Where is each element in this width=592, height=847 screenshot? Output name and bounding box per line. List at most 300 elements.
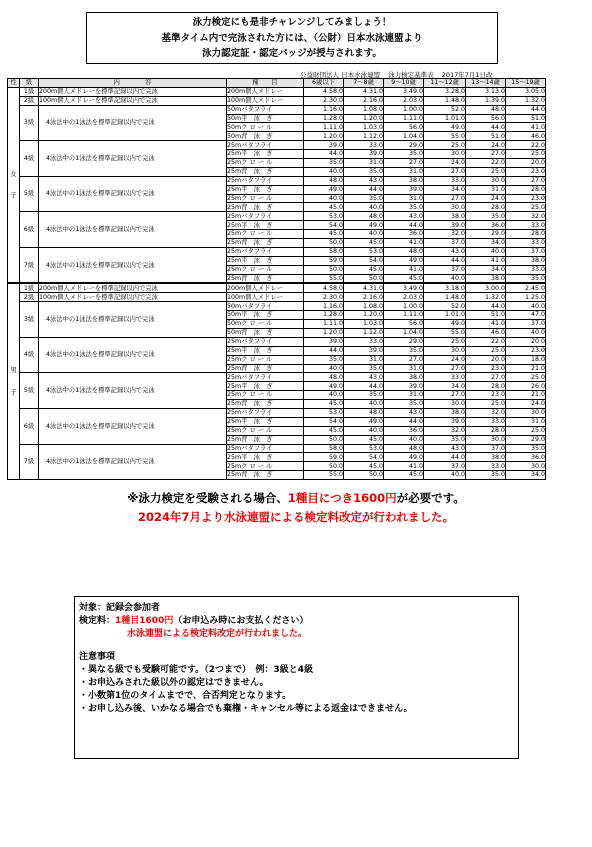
standard-time: 36.0 [384,426,424,435]
standard-time: 44.0 [506,105,546,114]
grade-label: 5級 [20,373,39,409]
standard-time: 38.0 [466,274,506,283]
standard-time: 25.0 [466,167,506,176]
standard-time: 38.0 [384,176,424,185]
grade-description: 200m個人メドレーを標準記録以内で完泳 [39,283,227,292]
standard-time: 44.0 [424,453,466,462]
grade-description: 4泳法中の1泳法を標準記録以内で完泳 [39,302,227,338]
standard-time: 37.0 [424,462,466,471]
standard-time: 44.0 [424,256,466,265]
standard-time-table [7,78,546,480]
standard-time: 4.31.0 [344,283,384,292]
standard-time: 2.16.0 [344,293,384,302]
header-line-1: 泳力検定にも是非チャレンジしてみましょう！ [192,17,392,28]
fee-notice-amount: 1種目につき1600円 [287,491,397,505]
table-header-row [8,79,546,88]
standard-time: 44.0 [384,417,424,426]
standard-time: 55.0 [304,274,344,283]
standard-time: 32.0 [466,408,506,417]
fee-revision-line: 水泳連盟による検定料改定が行われました。 [127,629,308,639]
standard-time: 31.0 [384,167,424,176]
standard-time: 23.0 [506,194,546,203]
grade-label: 3級 [20,105,39,141]
event-name: 25mバタフライ [227,444,304,453]
standard-time: 50.0 [304,239,344,248]
column-header: 種 目 [227,79,304,88]
standard-time: 24.0 [424,355,466,364]
standard-time: 44.0 [384,221,424,230]
organization-name: 公益財団法人 日本水泳連盟 [300,71,381,79]
standard-time: 1.11.0 [384,311,424,320]
standard-time: 28.0 [466,203,506,212]
standard-time: 2.30.0 [304,293,344,302]
standard-time: 51.0 [506,114,546,123]
standard-time: 45.0 [384,471,424,480]
standard-time: 1.08.0 [344,105,384,114]
event-name: 25mバタフライ [227,176,304,185]
table-row [8,212,546,221]
standard-time: 1.32.0 [506,96,546,105]
standard-time: 39.0 [304,141,344,150]
standard-time: 1.00.0 [384,105,424,114]
standard-time: 38.0 [384,373,424,382]
standard-time: 40.0 [424,274,466,283]
standard-time: 27.0 [424,364,466,373]
standard-time: 36.0 [466,221,506,230]
standard-time: 25.0 [466,346,506,355]
standard-time: 1.00.0 [384,302,424,311]
standard-time: 24.0 [424,159,466,168]
standard-time: 24.0 [466,141,506,150]
standard-time: 27.0 [466,373,506,382]
standard-time: 48.0 [466,105,506,114]
event-name: 25mバタフライ [227,212,304,221]
standard-time: 56.0 [384,320,424,329]
standard-time: 30.0 [506,462,546,471]
standard-time: 25.0 [506,150,546,159]
standard-time: 53.0 [304,212,344,221]
standard-time: 33.0 [506,239,546,248]
standard-time: 59.0 [304,256,344,265]
standard-time: 21.0 [506,364,546,373]
column-header: 13～14歳 [466,79,506,88]
standard-time: 1.12.0 [344,328,384,337]
table-row [8,87,546,96]
grade-label: 7級 [20,247,39,283]
grade-label: 6級 [20,212,39,248]
grade-label: 6級 [20,408,39,444]
standard-time: 30.0 [424,203,466,212]
standard-time: 31.0 [466,185,506,194]
standard-time: 40.0 [304,364,344,373]
standard-time: 22.0 [506,141,546,150]
standard-time: 4.58.0 [304,87,344,96]
standard-time: 48.0 [344,408,384,417]
standard-time: 38.0 [466,453,506,462]
grade-description: 4泳法中の1泳法を標準記録以内で完泳 [39,247,227,283]
standard-time: 41.0 [384,462,424,471]
standard-time: 45.0 [384,274,424,283]
standard-time: 49.0 [344,221,384,230]
header-line-3: 泳力認定証・認定バッジが授与されます。 [202,48,382,59]
standard-time: 35.0 [384,203,424,212]
standard-time: 41.0 [506,123,546,132]
standard-time: 50.0 [304,462,344,471]
standard-time: 31.0 [344,355,384,364]
standard-time: 1.08.0 [344,302,384,311]
event-name: 50mク ロ ー ル [227,320,304,329]
standard-time: 44.0 [466,123,506,132]
standard-time: 2.03.0 [384,96,424,105]
standard-time: 58.0 [304,247,344,256]
standard-time: 41.0 [466,256,506,265]
standard-time: 49.0 [384,256,424,265]
standard-time: 50.0 [304,435,344,444]
standard-time: 1.12.0 [344,132,384,141]
standard-time: 34.0 [424,185,466,194]
standard-time: 50.0 [304,265,344,274]
fee-notice-suffix: が必要です。 [396,491,465,505]
standard-time: 1.16.0 [304,302,344,311]
standard-time: 31.0 [506,417,546,426]
standard-time: 1.01.0 [424,114,466,123]
event-name: 25m平 泳 ぎ [227,417,304,426]
event-name: 25m背 泳 ぎ [227,167,304,176]
header-line-2: 基準タイム内で完泳された方には、（公財）日本水泳連盟より [161,32,423,44]
standard-time: 43.0 [344,176,384,185]
standard-time: 39.0 [344,150,384,159]
standard-time: 2.16.0 [344,96,384,105]
standard-time: 45.0 [304,230,344,239]
event-name: 25m背 泳 ぎ [227,435,304,444]
standard-time: 37.0 [506,320,546,329]
standard-time: 35.0 [506,444,546,453]
standard-time: 22.0 [466,337,506,346]
standard-time: 46.0 [466,328,506,337]
info-box [74,596,519,759]
standard-time: 35.0 [384,400,424,409]
table-row [8,283,546,292]
standard-time: 48.0 [384,444,424,453]
standard-time: 23.0 [506,167,546,176]
fee-notice [0,490,592,506]
event-name: 25mク ロ ー ル [227,194,304,203]
event-name: 25mク ロ ー ル [227,159,304,168]
grade-label: 1級 [20,283,39,292]
standard-time: 1.48.0 [424,96,466,105]
grade-label: 2級 [20,293,39,302]
event-name: 25m背 泳 ぎ [227,203,304,212]
standard-time: 24.0 [466,194,506,203]
standard-time: 1.03.0 [344,320,384,329]
grade-description: 100m個人メドレーを標準記録以内で完泳 [39,293,227,302]
grade-label: 4級 [20,141,39,177]
standard-time: 2.30.0 [304,96,344,105]
event-name: 50mバタフライ [227,302,304,311]
standard-time: 39.0 [424,417,466,426]
standard-time: 49.0 [384,453,424,462]
table-row [8,444,546,453]
standard-time: 3.00.0 [466,283,506,292]
standard-time: 33.0 [466,417,506,426]
standard-time: 3.49.0 [384,87,424,96]
standard-time: 40.0 [344,426,384,435]
grade-description: 4泳法中の1泳法を標準記録以内で完泳 [39,105,227,141]
grade-description: 4泳法中の1泳法を標準記録以内で完泳 [39,176,227,212]
event-name: 100m個人メドレー [227,96,304,105]
table-row [8,408,546,417]
table-row [8,247,546,256]
standard-time: 37.0 [424,239,466,248]
event-name: 25mバタフライ [227,337,304,346]
standard-time: 29.0 [506,435,546,444]
grade-description: 4泳法中の1泳法を標準記録以内で完泳 [39,141,227,177]
standard-time: 28.0 [466,382,506,391]
event-name: 25mク ロ ー ル [227,355,304,364]
revision-date: 2017年7月1日改 [441,71,493,79]
event-name: 50m背 泳 ぎ [227,132,304,141]
standard-time: 20.0 [466,355,506,364]
standard-time: 35.0 [384,150,424,159]
event-name: 25mバタフライ [227,247,304,256]
standard-time: 30.0 [424,400,466,409]
standard-time: 1.32.0 [466,293,506,302]
standard-time: 4.58.0 [304,283,344,292]
table-row [8,96,546,105]
standard-time: 29.0 [384,141,424,150]
table-title: 泳力検定基準表 [388,71,434,79]
event-name: 25mク ロ ー ル [227,426,304,435]
standard-time: 29.0 [466,230,506,239]
event-name: 25mク ロ ー ル [227,265,304,274]
standard-time: 27.0 [466,150,506,159]
standard-time: 25.0 [506,373,546,382]
standard-time: 1.04.0 [384,132,424,141]
standard-time: 38.0 [506,256,546,265]
grade-description: 4泳法中の1泳法を標準記録以内で完泳 [39,337,227,373]
standard-time: 40.0 [304,167,344,176]
standard-time: 1.20.0 [304,132,344,141]
standard-time: 40.0 [304,194,344,203]
table-row [8,105,546,114]
standard-time: 20.0 [506,337,546,346]
grade-label: 3級 [20,302,39,338]
standard-time: 33.0 [506,265,546,274]
standard-time: 26.0 [506,382,546,391]
standard-time: 40.0 [506,302,546,311]
standard-time: 1.01.0 [424,311,466,320]
standard-time: 33.0 [344,337,384,346]
standard-time: 30.0 [506,408,546,417]
header-box [86,12,498,64]
standard-time: 35.0 [506,274,546,283]
grade-label: 5級 [20,176,39,212]
standard-time: 1.28.0 [304,114,344,123]
standard-time: 22.0 [466,159,506,168]
standard-time: 32.0 [424,426,466,435]
column-header: 級 [20,79,39,88]
standard-time: 34.0 [466,265,506,274]
standard-time: 35.0 [344,194,384,203]
standard-time: 35.0 [304,355,344,364]
standard-time: 33.0 [466,462,506,471]
standard-time: 31.0 [384,391,424,400]
event-name: 25m平 泳 ぎ [227,185,304,194]
standard-time: 1.04.0 [384,328,424,337]
standard-time: 40.0 [304,391,344,400]
standard-time: 1.20.0 [304,328,344,337]
note-4: ・お申し込み後、いかなる場合でも棄権・キャンセル等による返金はできません。 [79,704,413,714]
standard-time: 48.0 [384,247,424,256]
standard-time: 54.0 [304,221,344,230]
standard-time: 40.0 [344,400,384,409]
standard-time: 40.0 [344,203,384,212]
standard-time: 30.0 [424,346,466,355]
event-name: 25m背 泳 ぎ [227,400,304,409]
event-name: 25m背 泳 ぎ [227,364,304,373]
standard-time: 2.45.0 [506,283,546,292]
standard-time: 39.0 [424,221,466,230]
standard-time: 33.0 [424,176,466,185]
standard-time: 43.0 [384,408,424,417]
event-name: 25mク ロ ー ル [227,391,304,400]
standard-time: 41.0 [384,265,424,274]
event-name: 25m背 泳 ぎ [227,274,304,283]
event-name: 50m平 泳 ぎ [227,114,304,123]
standard-time: 53.0 [344,247,384,256]
standard-time: 55.0 [424,132,466,141]
standard-time: 53.0 [344,444,384,453]
event-name: 25m背 泳 ぎ [227,239,304,248]
standard-time: 44.0 [304,150,344,159]
grade-description: 4泳法中の1泳法を標準記録以内で完泳 [39,373,227,409]
standard-time: 4.31.0 [344,87,384,96]
standard-time: 44.0 [466,302,506,311]
standard-time: 3.18.0 [424,283,466,292]
standard-time: 54.0 [344,453,384,462]
event-name: 50mク ロ ー ル [227,123,304,132]
event-name: 25m平 泳 ぎ [227,453,304,462]
standard-time: 41.0 [466,320,506,329]
standard-time: 1.11.0 [304,123,344,132]
standard-time: 20.0 [506,159,546,168]
standard-time: 38.0 [424,212,466,221]
standard-time: 45.0 [344,462,384,471]
standard-time: 30.0 [424,150,466,159]
table-row [8,176,546,185]
standard-time: 23.0 [506,346,546,355]
event-name: 25m平 泳 ぎ [227,256,304,265]
table-row [8,337,546,346]
standard-time: 39.0 [304,337,344,346]
standard-time: 48.0 [304,176,344,185]
standard-time: 29.0 [384,337,424,346]
standard-time: 27.0 [424,167,466,176]
standard-time: 36.0 [384,230,424,239]
standard-time: 51.0 [466,132,506,141]
standard-time: 1.20.0 [344,114,384,123]
standard-time: 3.49.0 [384,283,424,292]
standard-time: 27.0 [424,391,466,400]
standard-time: 35.0 [304,159,344,168]
standard-time: 1.39.0 [466,96,506,105]
standard-time: 44.0 [304,346,344,355]
standard-time: 49.0 [304,185,344,194]
standard-time: 36.0 [506,453,546,462]
standard-time: 48.0 [304,373,344,382]
standard-time: 30.0 [466,435,506,444]
table-row [8,293,546,302]
standard-time: 31.0 [384,194,424,203]
standard-time: 46.0 [506,132,546,141]
grade-description: 100m個人メドレーを標準記録以内で完泳 [39,96,227,105]
standard-time: 50.0 [344,274,384,283]
standard-time: 40.0 [424,471,466,480]
standard-time: 28.0 [506,185,546,194]
grade-label: 4級 [20,337,39,373]
standard-time: 43.0 [344,373,384,382]
standard-time: 54.0 [344,256,384,265]
standard-time: 23.0 [466,364,506,373]
standard-time: 27.0 [506,176,546,185]
table-row [8,141,546,150]
sex-label: 男 子 [8,283,20,479]
standard-time: 2.03.0 [384,293,424,302]
standard-time: 27.0 [424,194,466,203]
standard-time: 40.0 [506,328,546,337]
standard-time: 45.0 [304,203,344,212]
standard-time: 34.0 [424,382,466,391]
standard-time: 44.0 [344,185,384,194]
standard-time: 55.0 [424,328,466,337]
sex-label: 女 子 [8,87,20,283]
standard-time: 33.0 [344,141,384,150]
standard-time: 28.0 [506,230,546,239]
grade-description: 4泳法中の1泳法を標準記録以内で完泳 [39,212,227,248]
standard-time: 58.0 [304,444,344,453]
standard-time: 28.0 [466,426,506,435]
standard-time: 55.0 [304,471,344,480]
standard-time: 48.0 [344,212,384,221]
standard-time: 51.0 [466,311,506,320]
standard-time: 32.0 [424,230,466,239]
standard-time: 35.0 [466,471,506,480]
standard-time: 1.25.0 [506,293,546,302]
standard-time: 45.0 [304,426,344,435]
grade-label: 7級 [20,444,39,480]
standard-time: 52.0 [424,302,466,311]
standard-time: 49.0 [304,382,344,391]
event-name: 200m個人メドレー [227,283,304,292]
grade-description: 4泳法中の1泳法を標準記録以内で完泳 [39,444,227,480]
column-header: 6歳以下 [304,79,344,88]
note-2: ・お申込みされた級以外の認定はできません。 [79,678,269,688]
column-header: 15～19歳 [506,79,546,88]
standard-time: 59.0 [304,453,344,462]
column-header: 11～12歳 [424,79,466,88]
standard-time: 3.05.0 [506,87,546,96]
standard-time: 1.16.0 [304,105,344,114]
fee-payment-note: （お申込み時にお支払ください） [173,616,309,626]
event-name: 200m個人メドレー [227,87,304,96]
event-name: 25mバタフライ [227,141,304,150]
grade-description: 4泳法中の1泳法を標準記録以内で完泳 [39,408,227,444]
standard-time: 45.0 [344,239,384,248]
table-row [8,373,546,382]
standard-time: 56.0 [466,114,506,123]
standard-time: 39.0 [384,382,424,391]
notes-title: 注意事項 [79,652,116,662]
